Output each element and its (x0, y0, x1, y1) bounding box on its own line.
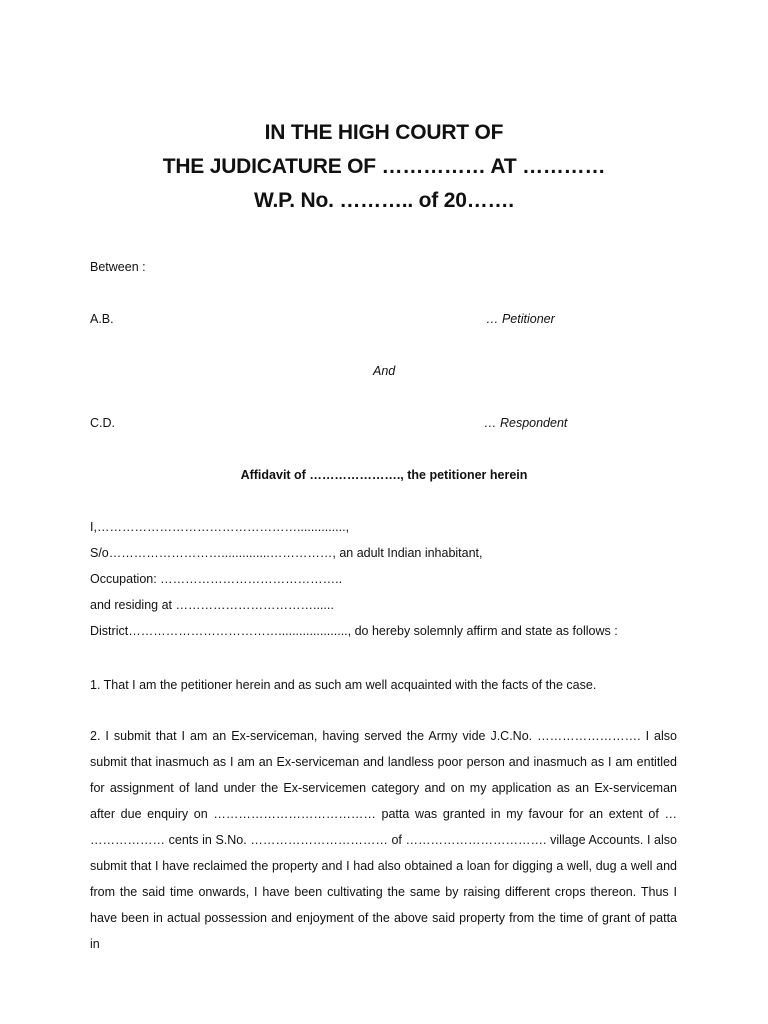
paragraph-1: 1. That I am the petitioner herein and as such am well acquainted with the facts of the case. (90, 678, 597, 692)
court-name-line: IN THE HIGH COURT OF (264, 121, 504, 144)
document-title (0, 116, 768, 218)
deponent-district-line: District………………………………...................., do hereby solemnly affirm and state as follows : (90, 624, 618, 638)
affidavit-heading: Affidavit of …………………., the petitioner herein (240, 468, 528, 482)
judicature-line: THE JUDICATURE OF …………… AT ………… (162, 155, 606, 178)
respondent-role: … Respondent (484, 416, 568, 430)
petitioner-role: … Petitioner (486, 312, 555, 326)
deponent-so-line: S/o………………………..............……………, an adult Indian inhabitant, (90, 546, 483, 560)
petition-number-line: W.P. No. ……….. of 20……. (254, 189, 514, 212)
petitioner-name: A.B. (90, 312, 114, 326)
deponent-name-line: I,………………………………………….............., (90, 520, 350, 534)
and-label: And (373, 364, 396, 378)
respondent-name: C.D. (90, 416, 115, 430)
paragraph-2: 2. I submit that I am an Ex-serviceman, having served the Army vide J.C.No. ……………………. I also submit that inasmuch as I am an Ex-serviceman and landless poor person and inasmuch as I am entitled for assignment of land under the Ex-servicemen category and on my application as an Ex-serviceman after due enquiry on ………………………………… patta was granted in my favour for an extent of … ……………… cents in S.No. …………………………… of ……………………………. village Accounts. I also submit that I have reclaimed the property and I had also obtained a loan for digging a well, dug a well and from the said time onwards, I have been cultivating the same by raising different crops thereon. Thus I have been in actual possession and enjoyment of the above said property from the time of grant of patta in (90, 729, 677, 951)
between-label: Between : (90, 260, 146, 274)
deponent-residing-line: and residing at ……………………………...... (90, 598, 334, 612)
deponent-occupation-line: Occupation: …………………………………….. (90, 572, 343, 586)
